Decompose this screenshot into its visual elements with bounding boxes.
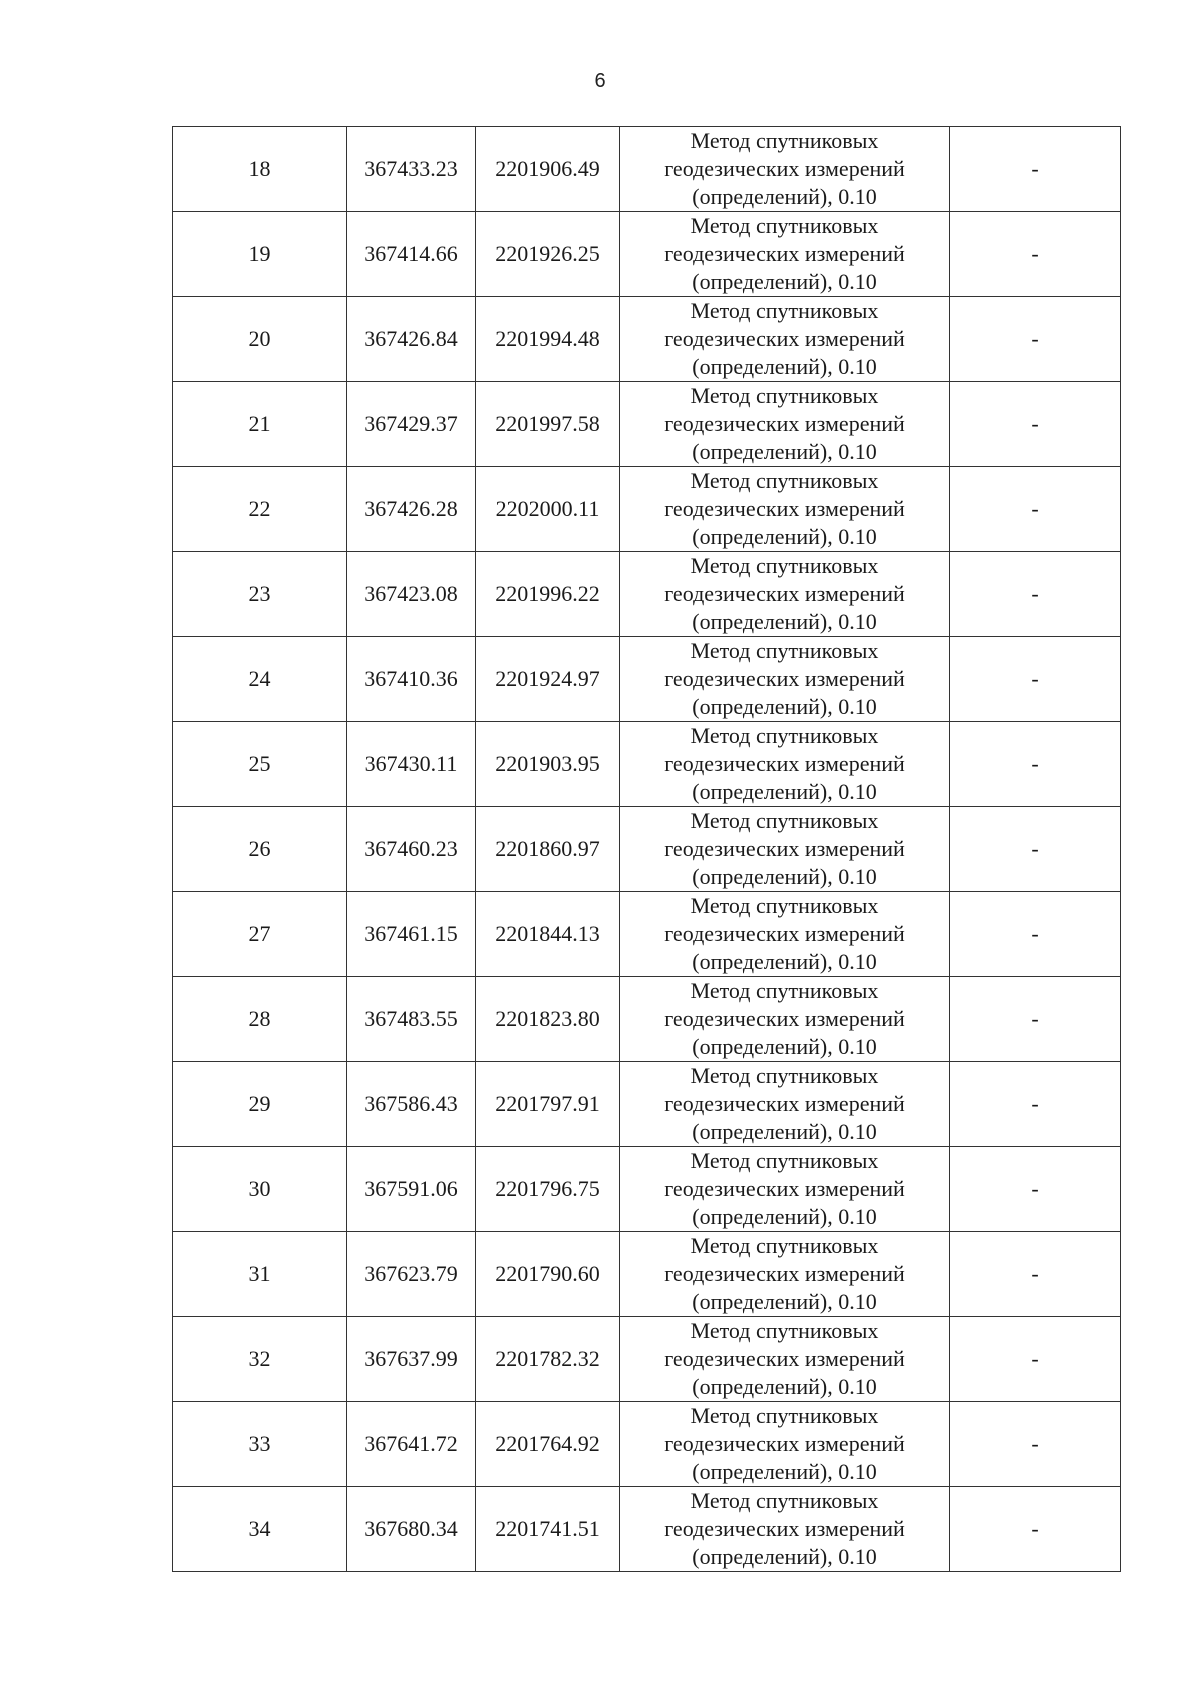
description-cell: - (950, 1147, 1121, 1232)
point-number-cell: 21 (173, 382, 347, 467)
point-number-cell: 23 (173, 552, 347, 637)
method-cell (620, 1317, 950, 1402)
method-cell (620, 382, 950, 467)
description-cell: - (950, 1062, 1121, 1147)
table-row (173, 1232, 1121, 1317)
method-line: Метод спутниковых (690, 808, 879, 833)
table-row (173, 1147, 1121, 1232)
method-line: Метод спутниковых (690, 723, 879, 748)
description-cell: - (950, 637, 1121, 722)
description-cell: - (950, 722, 1121, 807)
description-cell: - (950, 892, 1121, 977)
table-row (173, 977, 1121, 1062)
x-coordinate-cell: 367641.72 (347, 1402, 476, 1487)
method-line: геодезических измерений (664, 1006, 905, 1031)
method-line: (определений), 0.10 (692, 1459, 877, 1484)
method-cell (620, 1402, 950, 1487)
method-line: (определений), 0.10 (692, 609, 877, 634)
method-cell (620, 552, 950, 637)
method-line: (определений), 0.10 (692, 184, 877, 209)
method-line: (определений), 0.10 (692, 439, 877, 464)
method-cell (620, 1062, 950, 1147)
method-line: геодезических измерений (664, 921, 905, 946)
method-line: (определений), 0.10 (692, 269, 877, 294)
point-number-cell: 33 (173, 1402, 347, 1487)
x-coordinate-cell: 367461.15 (347, 892, 476, 977)
y-coordinate-cell: 2201924.97 (476, 637, 620, 722)
method-line: геодезических измерений (664, 326, 905, 351)
x-coordinate-cell: 367680.34 (347, 1487, 476, 1572)
point-number-cell: 18 (173, 127, 347, 212)
method-line: (определений), 0.10 (692, 694, 877, 719)
point-number-cell: 31 (173, 1232, 347, 1317)
point-number-cell: 22 (173, 467, 347, 552)
table-row (173, 127, 1121, 212)
y-coordinate-cell: 2201796.75 (476, 1147, 620, 1232)
table-row (173, 1487, 1121, 1572)
method-line: (определений), 0.10 (692, 1119, 877, 1144)
method-line: Метод спутниковых (690, 1403, 879, 1428)
method-line: геодезических измерений (664, 1176, 905, 1201)
description-cell: - (950, 1232, 1121, 1317)
description-cell: - (950, 1487, 1121, 1572)
method-line: (определений), 0.10 (692, 524, 877, 549)
y-coordinate-cell: 2201790.60 (476, 1232, 620, 1317)
y-coordinate-cell: 2201997.58 (476, 382, 620, 467)
method-line: (определений), 0.10 (692, 1289, 877, 1314)
method-line: (определений), 0.10 (692, 1374, 877, 1399)
x-coordinate-cell: 367637.99 (347, 1317, 476, 1402)
x-coordinate-cell: 367426.28 (347, 467, 476, 552)
y-coordinate-cell: 2201994.48 (476, 297, 620, 382)
method-cell (620, 1232, 950, 1317)
x-coordinate-cell: 367591.06 (347, 1147, 476, 1232)
table-row (173, 1317, 1121, 1402)
method-line: Метод спутниковых (690, 213, 879, 238)
method-line: Метод спутниковых (690, 893, 879, 918)
point-number-cell: 30 (173, 1147, 347, 1232)
table-row (173, 637, 1121, 722)
description-cell: - (950, 807, 1121, 892)
method-line: Метод спутниковых (690, 1063, 879, 1088)
table-row (173, 807, 1121, 892)
table-row (173, 552, 1121, 637)
method-line: Метод спутниковых (690, 298, 879, 323)
method-cell (620, 977, 950, 1062)
y-coordinate-cell: 2201823.80 (476, 977, 620, 1062)
table-row (173, 1062, 1121, 1147)
table-row (173, 382, 1121, 467)
y-coordinate-cell: 2201906.49 (476, 127, 620, 212)
point-number-cell: 27 (173, 892, 347, 977)
point-number-cell: 26 (173, 807, 347, 892)
point-number-cell: 28 (173, 977, 347, 1062)
y-coordinate-cell: 2201764.92 (476, 1402, 620, 1487)
y-coordinate-cell: 2201741.51 (476, 1487, 620, 1572)
table-row (173, 1402, 1121, 1487)
description-cell: - (950, 467, 1121, 552)
method-line: (определений), 0.10 (692, 1034, 877, 1059)
x-coordinate-cell: 367426.84 (347, 297, 476, 382)
method-cell (620, 722, 950, 807)
method-cell (620, 807, 950, 892)
point-number-cell: 24 (173, 637, 347, 722)
x-coordinate-cell: 367414.66 (347, 212, 476, 297)
point-number-cell: 34 (173, 1487, 347, 1572)
description-cell: - (950, 1402, 1121, 1487)
method-cell (620, 1147, 950, 1232)
y-coordinate-cell: 2201860.97 (476, 807, 620, 892)
method-cell (620, 892, 950, 977)
x-coordinate-cell: 367433.23 (347, 127, 476, 212)
method-line: геодезических измерений (664, 1431, 905, 1456)
method-line: Метод спутниковых (690, 128, 879, 153)
method-line: геодезических измерений (664, 666, 905, 691)
table-row (173, 722, 1121, 807)
y-coordinate-cell: 2201996.22 (476, 552, 620, 637)
x-coordinate-cell: 367410.36 (347, 637, 476, 722)
method-line: геодезических измерений (664, 1516, 905, 1541)
x-coordinate-cell: 367586.43 (347, 1062, 476, 1147)
method-line: геодезических измерений (664, 496, 905, 521)
description-cell: - (950, 977, 1121, 1062)
method-cell (620, 297, 950, 382)
point-number-cell: 29 (173, 1062, 347, 1147)
table-row (173, 467, 1121, 552)
table-row (173, 892, 1121, 977)
method-line: геодезических измерений (664, 751, 905, 776)
method-line: (определений), 0.10 (692, 1204, 877, 1229)
method-line: Метод спутниковых (690, 1148, 879, 1173)
method-line: (определений), 0.10 (692, 1544, 877, 1569)
method-line: Метод спутниковых (690, 1318, 879, 1343)
coordinates-table (172, 126, 1121, 1572)
coordinates-table-body (173, 127, 1121, 1572)
table-row (173, 297, 1121, 382)
y-coordinate-cell: 2201903.95 (476, 722, 620, 807)
x-coordinate-cell: 367429.37 (347, 382, 476, 467)
method-line: Метод спутниковых (690, 553, 879, 578)
method-line: (определений), 0.10 (692, 354, 877, 379)
description-cell: - (950, 1317, 1121, 1402)
point-number-cell: 19 (173, 212, 347, 297)
page-number: 6 (594, 70, 606, 92)
table-row (173, 212, 1121, 297)
point-number-cell: 25 (173, 722, 347, 807)
method-line: (определений), 0.10 (692, 864, 877, 889)
method-cell (620, 637, 950, 722)
point-number-cell: 32 (173, 1317, 347, 1402)
y-coordinate-cell: 2201797.91 (476, 1062, 620, 1147)
method-cell (620, 127, 950, 212)
method-line: геодезических измерений (664, 581, 905, 606)
description-cell: - (950, 297, 1121, 382)
method-line: (определений), 0.10 (692, 779, 877, 804)
method-line: геодезических измерений (664, 411, 905, 436)
method-line: геодезических измерений (664, 1091, 905, 1116)
method-line: геодезических измерений (664, 156, 905, 181)
x-coordinate-cell: 367460.23 (347, 807, 476, 892)
method-line: геодезических измерений (664, 1261, 905, 1286)
method-line: геодезических измерений (664, 836, 905, 861)
x-coordinate-cell: 367423.08 (347, 552, 476, 637)
method-line: геодезических измерений (664, 241, 905, 266)
y-coordinate-cell: 2202000.11 (476, 467, 620, 552)
x-coordinate-cell: 367623.79 (347, 1232, 476, 1317)
description-cell: - (950, 382, 1121, 467)
method-line: Метод спутниковых (690, 383, 879, 408)
method-cell (620, 1487, 950, 1572)
x-coordinate-cell: 367483.55 (347, 977, 476, 1062)
method-line: Метод спутниковых (690, 1488, 879, 1513)
method-line: (определений), 0.10 (692, 949, 877, 974)
method-line: Метод спутниковых (690, 1233, 879, 1258)
x-coordinate-cell: 367430.11 (347, 722, 476, 807)
y-coordinate-cell: 2201844.13 (476, 892, 620, 977)
method-cell (620, 212, 950, 297)
y-coordinate-cell: 2201926.25 (476, 212, 620, 297)
y-coordinate-cell: 2201782.32 (476, 1317, 620, 1402)
method-line: Метод спутниковых (690, 638, 879, 663)
description-cell: - (950, 552, 1121, 637)
description-cell: - (950, 127, 1121, 212)
point-number-cell: 20 (173, 297, 347, 382)
description-cell: - (950, 212, 1121, 297)
method-line: Метод спутниковых (690, 468, 879, 493)
method-cell (620, 467, 950, 552)
method-line: Метод спутниковых (690, 978, 879, 1003)
method-line: геодезических измерений (664, 1346, 905, 1371)
